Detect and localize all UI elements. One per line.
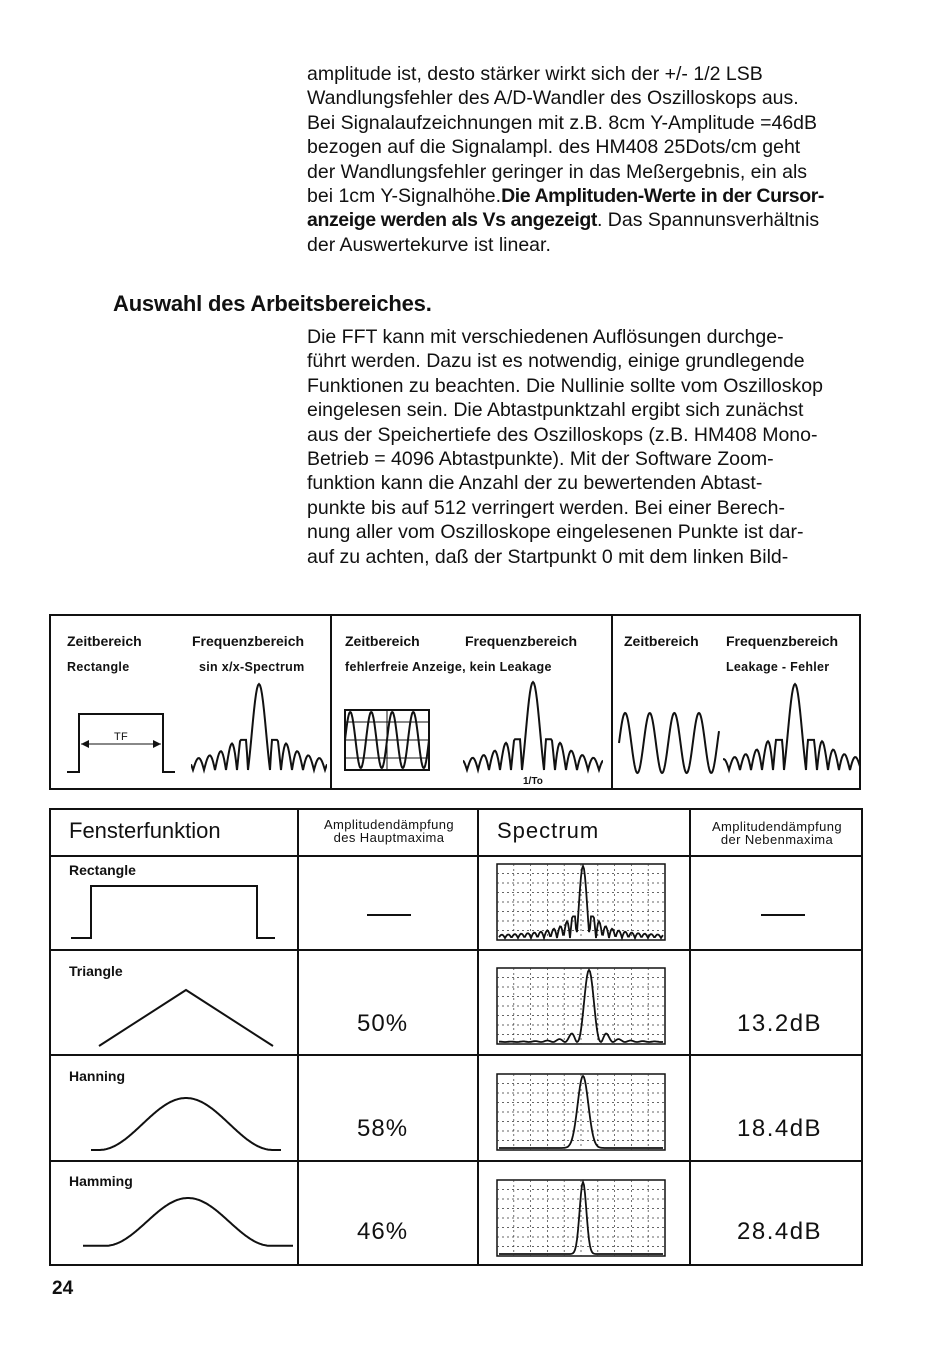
paragraph-2 [307, 325, 863, 569]
row-divider [51, 1054, 861, 1056]
text-line: führt werden. Dazu ist es notwendig, einige grundlegende [307, 350, 805, 373]
clean-spectrum-graphic [463, 678, 603, 778]
leakage-spectrum-graphic [723, 678, 861, 778]
rectangle-window-graphic [59, 708, 179, 778]
no-value-dash [761, 914, 805, 916]
header-main-attenuation [301, 818, 477, 844]
text-line: Bei Signalaufzeichnungen mit z.B. 8cm Y-Amplitude =46dB [307, 111, 818, 134]
window-function-table [49, 808, 863, 1266]
row-divider [51, 949, 861, 951]
text-line: nung aller vom Oszilloskope eingelesenen Punkte ist dar- [307, 521, 804, 544]
text-line: Wandlungsfehler des A/D-Wandler des Oszilloskops aus. [307, 87, 799, 110]
hanning-window-curve [91, 1092, 281, 1156]
header-side-attenuation [693, 820, 861, 846]
freq-domain-label: Frequenzbereich [192, 633, 305, 649]
sinc-spectrum-graphic [191, 678, 327, 778]
text-line: punkte bis auf 512 verringert werden. Bei einer Berech- [307, 496, 786, 519]
window-name: Hamming [69, 1173, 133, 1189]
text-line: funktion kann die Anzahl der zu bewertenden Abtast- [307, 472, 763, 495]
freq-domain-label: Frequenzbereich [726, 633, 839, 649]
text-line: bezogen auf die Signalampl. des HM408 25Dots/cm geht [307, 136, 801, 159]
column-divider [477, 810, 479, 1264]
time-domain-label: Zeitbereich [624, 633, 699, 649]
main-attenuation-value: 46% [357, 1218, 409, 1245]
side-attenuation-value: 18.4dB [737, 1115, 823, 1142]
header-line: der Nebenmaxima [720, 832, 834, 847]
leakage-figure-table [49, 614, 861, 790]
page-number: 24 [52, 1278, 74, 1299]
no-value-dash [367, 914, 411, 916]
cell-divider [330, 616, 332, 788]
spectrum-plot-hamming [495, 1178, 667, 1258]
window-name: Hanning [69, 1068, 125, 1084]
time-domain-label: Zeitbereich [67, 633, 142, 649]
column-divider [297, 810, 299, 1264]
section-heading: Auswahl des Arbeitsbereiches. [113, 291, 432, 316]
text-line: aus der Speichertiefe des Oszilloskops (z.B. HM408 Mono- [307, 423, 818, 446]
rectangle-label: Rectangle [67, 660, 130, 674]
window-name: Rectangle [69, 862, 136, 878]
text-line: amplitude ist, desto stärker wirkt sich der +/- 1/2 LSB [307, 63, 763, 85]
text-line: eingelesen sein. Die Abtastpunktzahl ergibt sich zunächst [307, 399, 804, 422]
text-line: Funktionen zu beachten. Die Nullinie sollte vom Oszilloskop [307, 374, 823, 397]
header-window-function: Fensterfunktion [69, 818, 221, 843]
row-divider [51, 1160, 861, 1162]
hamming-window-curve [83, 1192, 293, 1258]
header-line: Amplitudendämpfung [323, 817, 455, 832]
periodic-signal-graphic [343, 708, 433, 774]
no-leakage-label: fehlerfreie Anzeige, kein Leakage [345, 660, 552, 674]
header-line: Amplitudendämpfung [711, 819, 843, 834]
cell-divider [611, 616, 613, 788]
text-line: auf zu achten, daß der Startpunkt 0 mit dem linken Bild- [307, 545, 789, 568]
side-attenuation-value: 28.4dB [737, 1218, 823, 1245]
text-line: Betrieb = 4096 Abtastpunkte). Mit der Software Zoom- [307, 448, 774, 471]
triangle-window-curve [91, 982, 281, 1052]
bold-text-run: anzeige werden als Vs angezeigt [307, 209, 597, 232]
time-domain-label: Zeitbereich [345, 633, 420, 649]
row-divider [51, 855, 861, 857]
side-attenuation-value: 13.2dB [737, 1010, 823, 1037]
header-line: des Hauptmaxima [333, 830, 445, 845]
frequency-axis-label: 1/To [523, 776, 543, 787]
text-line: der Wandlungsfehler geringer in das Meßergebnis, ein als [307, 160, 808, 183]
truncated-signal-graphic [617, 708, 721, 778]
text-line: Die FFT kann mit verschiedenen Auflösungen durchge- [307, 326, 784, 348]
bold-text-run: Die Amplituden-Werte in der Cursor- [501, 185, 825, 208]
paragraph-1 [307, 62, 863, 257]
rectangle-window-curve [63, 880, 283, 944]
main-attenuation-value: 58% [357, 1115, 409, 1142]
leakage-error-label: Leakage - Fehler [726, 660, 830, 674]
period-label: TF [114, 731, 129, 743]
main-attenuation-value: 50% [357, 1010, 409, 1037]
spectrum-plot-hanning [495, 1072, 667, 1152]
header-spectrum: Spectrum [497, 818, 600, 843]
sinc-spectrum-label: sin x/x-Spectrum [199, 660, 305, 674]
text-line [307, 184, 863, 208]
text-line [307, 208, 863, 232]
spectrum-plot-rectangle [495, 862, 667, 942]
window-name: Triangle [69, 963, 123, 979]
text-run: bei 1cm Y-Signalhöhe. [307, 185, 502, 208]
text-line: der Auswertekurve ist linear. [307, 233, 551, 256]
text-run: . Das Spannunsverhältnis [596, 209, 820, 232]
spectrum-plot-triangle [495, 966, 667, 1046]
column-divider [689, 810, 691, 1264]
freq-domain-label: Frequenzbereich [465, 633, 578, 649]
